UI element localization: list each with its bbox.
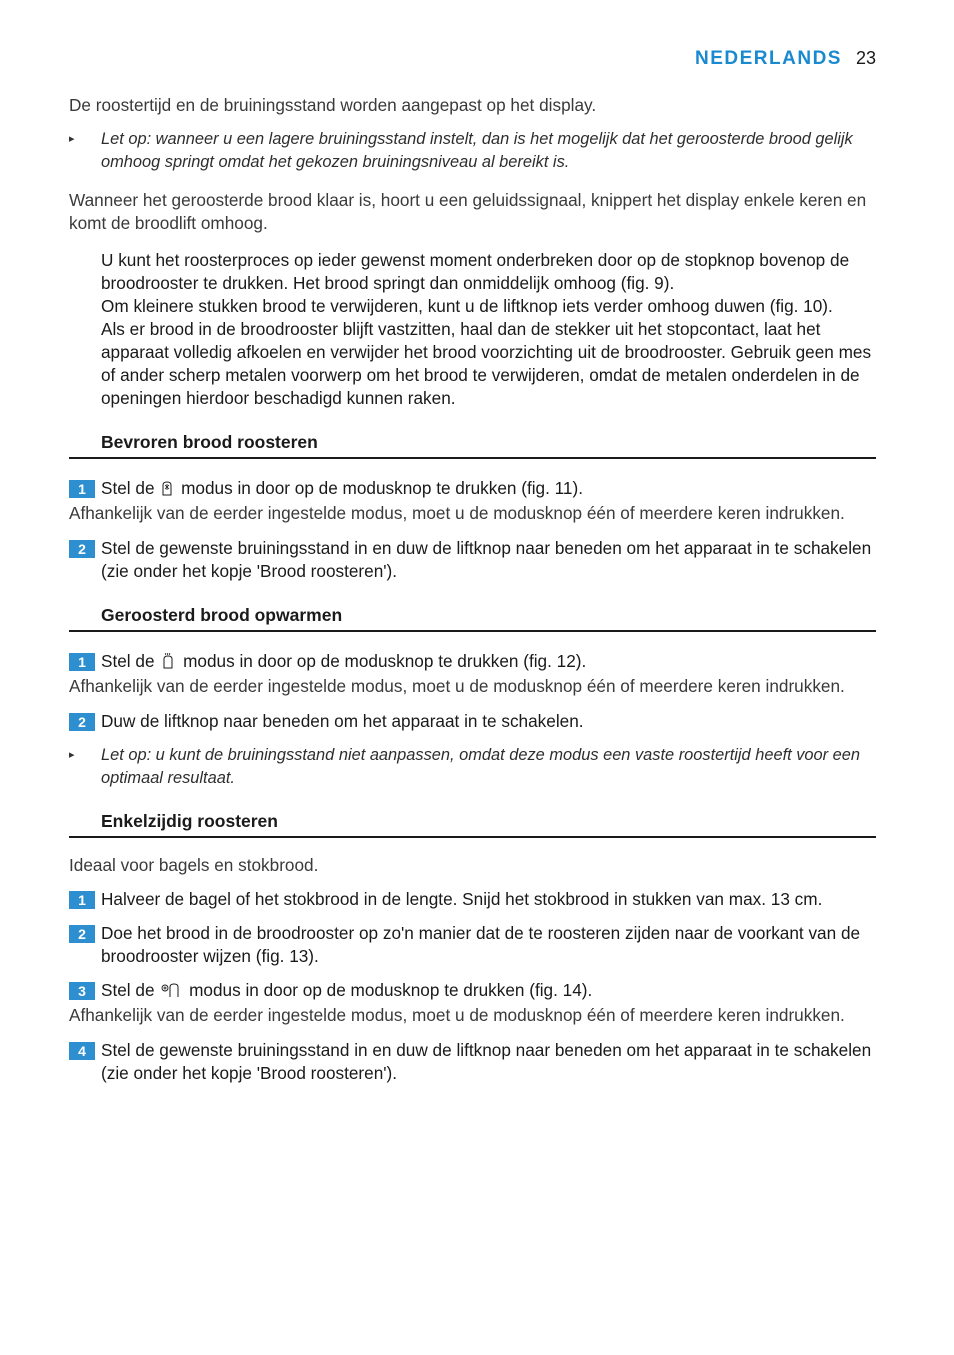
step-number: 1 xyxy=(69,480,95,498)
step-number: 2 xyxy=(69,713,95,731)
frozen-step-1 xyxy=(69,477,876,502)
step-text-post: modus in door op de modusknop te drukken (fig. 11). xyxy=(181,478,583,498)
tips-block xyxy=(69,249,876,410)
page-content xyxy=(69,94,876,1096)
step-text-post: modus in door op de modusknop te drukken (fig. 12). xyxy=(183,651,587,671)
intro-line: De roostertijd en de bruiningsstand worden aangepast op het display. xyxy=(69,95,597,115)
step-number: 3 xyxy=(69,982,95,1000)
section-heading-reheat: Geroosterd brood opwarmen xyxy=(69,605,876,632)
step-number: 1 xyxy=(69,891,95,909)
single-step-2 xyxy=(69,922,876,968)
section-heading-frozen: Bevroren brood roosteren xyxy=(69,432,876,459)
step-number: 2 xyxy=(69,925,95,943)
step-text-pre: Stel de xyxy=(101,478,155,498)
step-number: 2 xyxy=(69,540,95,558)
step-text-post: modus in door op de modusknop te drukken (fig. 14). xyxy=(189,980,593,1000)
single-step-4 xyxy=(69,1039,876,1085)
step-text-pre: Stel de xyxy=(101,980,155,1000)
step-text: Stel de gewenste bruiningsstand in en duw de liftknop naar beneden om het apparaat in te schakelen (zie onder het kopje 'Brood roosteren'). xyxy=(101,538,872,581)
reheat-step-1-sub: Afhankelijk van de eerder ingestelde modus, moet u de modusknop één of meerdere keren indrukken. xyxy=(69,676,845,696)
step-text-pre: Stel de xyxy=(101,651,155,671)
intro-note xyxy=(69,128,876,173)
page-number: 23 xyxy=(855,48,876,68)
single-step-3-sub: Afhankelijk van de eerder ingestelde modus, moet u de modusknop één of meerdere keren indrukken. xyxy=(69,1005,845,1025)
step-text: Stel de gewenste bruiningsstand in en duw de liftknop naar beneden om het apparaat in te schakelen (zie onder het kopje 'Brood roosteren'). xyxy=(101,1040,872,1083)
reheat-step-1 xyxy=(69,650,876,675)
small-pieces-text: Om kleinere stukken brood te verwijderen, kunt u de liftknop iets verder omhoog duwen (fig. 10). xyxy=(101,296,833,316)
ready-text: Wanneer het geroosterde brood klaar is, hoort u een geluidssignaal, knippert het display enkele keren en komt de broodlift omhoog. xyxy=(69,190,867,233)
single-intro: Ideaal voor bagels en stokbrood. xyxy=(69,855,319,875)
frozen-step-1-sub: Afhankelijk van de eerder ingestelde modus, moet u de modusknop één of meerdere keren indrukken. xyxy=(69,503,845,523)
reheat-step-2 xyxy=(69,710,876,733)
step-number: 1 xyxy=(69,653,95,671)
single-step-1 xyxy=(69,888,876,911)
intro-note-text: Let op: wanneer u een lagere bruiningsstand instelt, dan is het mogelijk dat het geroosterde brood gelijk omhoog springt omdat het gekozen bruiningsniveau al bereikt is. xyxy=(101,130,853,171)
step-text: Duw de liftknop naar beneden om het apparaat in te schakelen. xyxy=(101,711,584,731)
reheat-note-text: Let op: u kunt de bruiningsstand niet aanpassen, omdat deze modus een vaste roostertijd heeft voor een optimaal resultaat. xyxy=(101,746,861,787)
bullet-arrow-icon: ▸ xyxy=(69,749,75,761)
reheat-note xyxy=(69,744,876,789)
section-heading-single: Enkelzijdig roosteren xyxy=(69,811,876,838)
language-label: NEDERLANDS xyxy=(695,48,842,69)
step-text: Halveer de bagel of het stokbrood in de lengte. Snijd het stokbrood in stukken van max. 13 cm. xyxy=(101,889,823,909)
interrupt-text: U kunt het roosterproces op ieder gewenst moment onderbreken door op de stopknop bovenop de broodrooster te drukken. Het brood springt dan onmiddelijk omhoog (fig. 9). xyxy=(101,250,850,293)
single-step-3 xyxy=(69,979,876,1004)
step-text: Doe het brood in de broodrooster op zo'n manier dat de te roosteren zijden naar de voorkant van de broodrooster wijzen (fig. 13). xyxy=(101,923,861,966)
frozen-step-2 xyxy=(69,537,876,583)
bullet-arrow-icon: ▸ xyxy=(69,133,75,145)
frozen-mode-icon xyxy=(161,479,173,502)
page-header xyxy=(695,48,876,70)
single-side-mode-icon xyxy=(161,981,181,1004)
stuck-bread-text: Als er brood in de broodrooster blijft vastzitten, haal dan de stekker uit het stopcontact, laat het apparaat volledig afkoelen en verwijder het brood voorzichting uit de broodrooster. Gebruik geen mes of ander scherp metalen voorwerp om het brood te verwijderen, omdat de metalen onderdelen in de openingen hierdoor beschadigd kunnen raken. xyxy=(101,319,872,408)
reheat-mode-icon xyxy=(161,652,175,675)
step-number: 4 xyxy=(69,1042,95,1060)
